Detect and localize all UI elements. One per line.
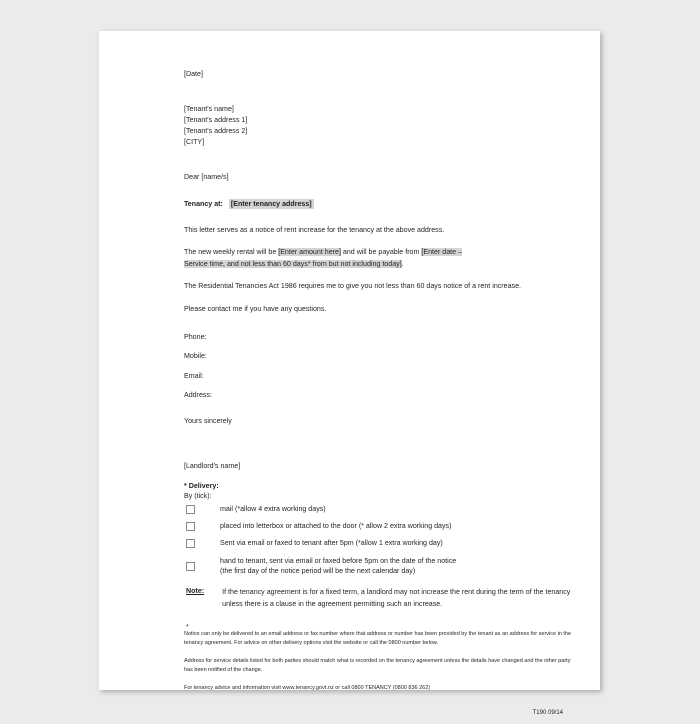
document-page [99,31,600,717]
contact-field-address: Address: [184,390,212,399]
form-code: T190 09/14 [532,710,563,717]
recipient-name: [Tenant's name] [184,105,234,114]
delivery-option-label: Sent via email or faxed to tenant after 5pm (*allow 1 extra working day) [220,539,443,548]
delivery-subheading: By (tick): [184,491,212,500]
contact-field-mobile: Mobile: [184,352,207,361]
footnote-asterisk: * [186,623,189,631]
note-block [184,587,573,610]
note-label: Note: [186,587,205,596]
rental-part-1: The new weekly rental will be [184,248,279,257]
delivery-options-list [184,504,573,577]
delivery-option-row[interactable] [184,538,573,549]
tenancy-address-value: [Enter tenancy address] [230,199,312,208]
tenancy-address-row [184,200,573,208]
rental-part-2: and will be payable from [340,248,422,257]
checkbox-icon[interactable] [186,562,195,571]
delivery-option-label-line1: hand to tenant, sent via email or faxed before 5pm on the date of the notice [220,556,457,565]
paragraph-rental [184,247,573,270]
checkbox-icon[interactable] [186,505,195,514]
rental-date-placeholder-line2: Service time, and not less than 60 days* from but not including today] [184,259,402,268]
delivery-option-row[interactable] [184,521,573,532]
rental-part-3: . [401,259,404,268]
delivery-option-row[interactable] [184,504,573,515]
contact-field-phone: Phone: [184,333,207,342]
landlord-name-placeholder: [Landlord's name] [184,461,241,470]
delivery-option-label: placed into letterbox or attached to the door (* allow 2 extra working days) [220,522,452,531]
salutation: Dear [name/s] [184,173,229,182]
closing-salutation: Yours sincerely [184,417,232,426]
document-content [184,69,573,716]
contact-field-email: Email: [184,371,204,380]
delivery-heading: * Delivery: [184,481,219,490]
rental-amount-placeholder: [Enter amount here] [278,248,341,257]
tenancy-label: Tenancy at: [184,199,223,208]
delivery-option-row[interactable] [184,556,573,578]
fineprint-paragraph-2: Address for service details listed for both parties should match what is recorded on the tenancy agreement unless the details have changed and the other party has been notified of the change. [184,657,571,673]
paragraph-contact-prompt: Please contact me if you have any questions. [184,304,327,313]
date-placeholder: [Date] [184,70,203,78]
delivery-option-label-line2: (the first day of the notice period will be the next calendar day) [220,567,416,576]
checkbox-icon[interactable] [186,539,195,548]
fineprint-paragraph-3: For tenancy advice and information visit www.tenancy.govt.nz or call 0800 TENANCY (0800 836 262) [184,684,431,691]
recipient-address-2: [Tenant's address 2] [184,126,248,135]
delivery-option-label: mail (*allow 4 extra working days) [220,504,326,513]
checkbox-icon[interactable] [186,522,195,531]
contact-fields-block [184,332,573,400]
recipient-address-1: [Tenant's address 1] [184,116,248,125]
delivery-option-label-multiline [220,556,456,578]
paragraph-intro: This letter serves as a notice of rent increase for the tenancy at the above address. [184,225,445,234]
fineprint-paragraph-1: Notice can only be delivered to an email address or fax number where that address or number has been provided by the tenant as an address for service in the tenancy agreement. For advice on other delivery options visit the website or call the 0800 number below. [184,630,572,646]
recipient-city: [CITY] [184,137,205,146]
paragraph-act: The Residential Tenancies Act 1986 requires me to give you not less than 60 days notice of a rent increase. [184,282,522,291]
rental-date-placeholder-line1: [Enter date – [421,248,463,257]
note-text: If the tenancy agreement is for a fixed term, a landlord may not increase the rent during the term of the tenancy unless there is a clause in the agreement permitting such an increase. [222,588,571,608]
fineprint-block-1 [184,624,573,648]
recipient-address-block [184,104,573,147]
